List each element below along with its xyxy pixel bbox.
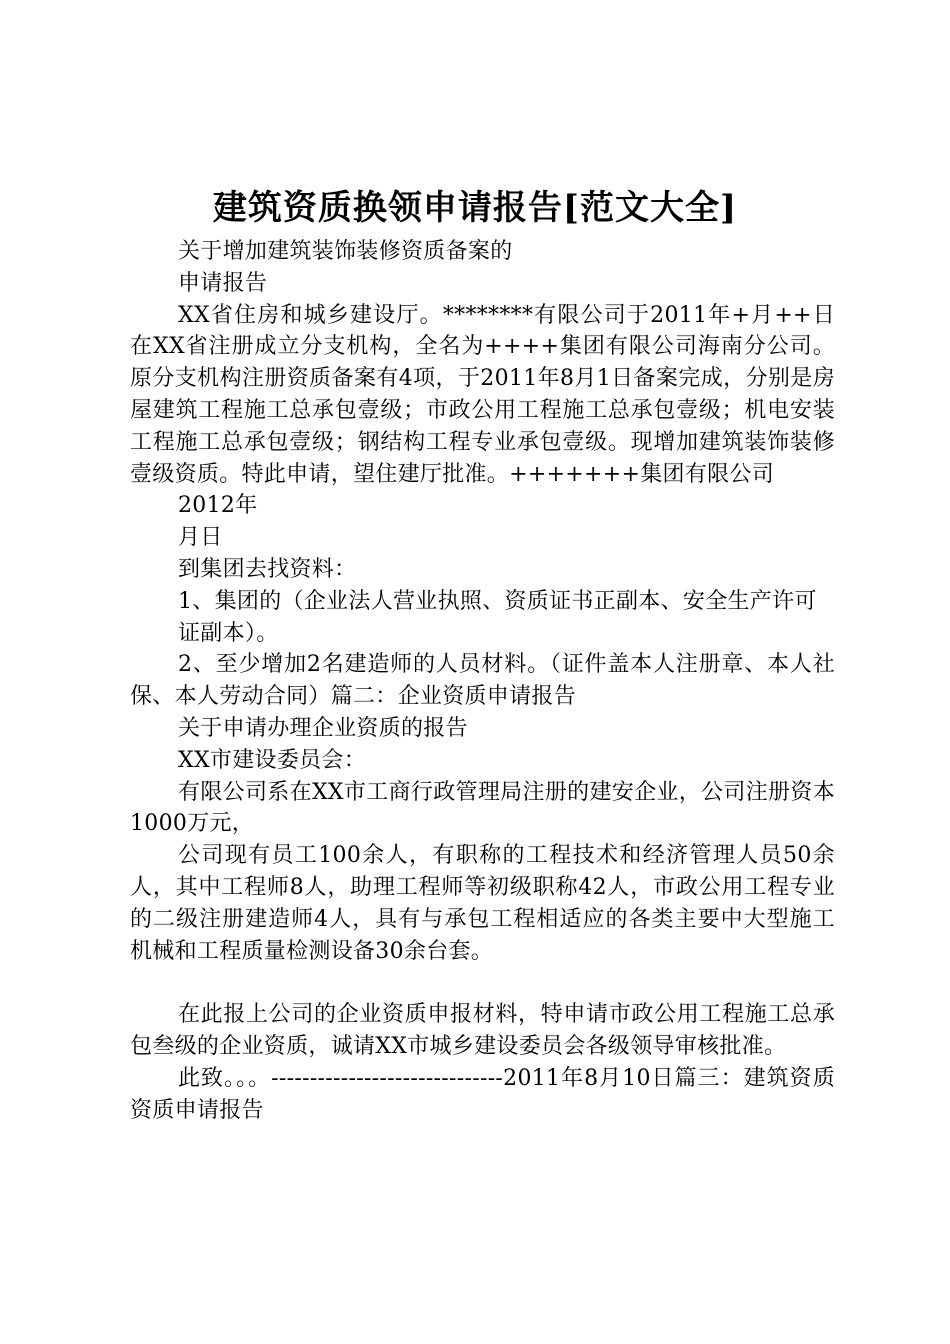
date-month-day: 月日 <box>178 525 223 551</box>
paragraph-application: XX省住房和城乡建设厅。********有限公司于2011年+月++日在XX省注册成立分支机构，全名为++++集团有限公司海南分公司。原分支机构注册资质备案有4项，于2011年8月1日备案完成，分别是房屋建筑工程施工总承包壹级；市政公用工程施工总承包壹级；机电安装工程施工总承包壹级；钢结构工程专业承包壹级。现增加建筑装饰装修壹级资质。特此申请，望住建厅批准。+++++++集团有限公司 <box>130 302 835 487</box>
date-year: 2012年 <box>178 493 258 519</box>
document-title: 建筑资质换领申请报告[范文大全] <box>212 188 738 228</box>
document-body <box>130 236 835 1126</box>
addressee: XX市建设委员会： <box>178 747 367 773</box>
paragraph-request: 在此报上公司的企业资质申报材料，特申请市政公用工程施工总承包叁级的企业资质，诚请XX市城乡建设委员会各级领导审核批准。 <box>130 1002 835 1059</box>
list-item-1-continued: 证副本）。 <box>178 620 279 646</box>
paragraph-staff: 公司现有员工100余人，有职称的工程技术和经济管理人员50余人，其中工程师8人，助理工程师等初级职称42人，市政公用工程专业的二级注册建造师4人，具有与承包工程相适应的各类主要中大型施工机械和工程质量检测设备30余台套。 <box>130 843 835 964</box>
paragraph-materials-heading: 到集团去找资料： <box>178 556 357 582</box>
paragraph-closing: 此致。。。------------------------------2011年8月10日篇三：建筑资质资质申请报告 <box>130 1065 835 1123</box>
list-item-2: 2、至少增加2名建造师的人员材料。（证件盖本人注册章、本人社保、本人劳动合同）篇二：企业资质申请报告 <box>130 652 835 710</box>
blank-line <box>130 967 835 999</box>
section-heading-report: 关于申请办理企业资质的报告 <box>178 715 468 741</box>
subtitle-line-2: 申请报告 <box>178 270 268 296</box>
list-item-1: 1、集团的（企业法人营业执照、资质证书正副本、安全生产许可 <box>178 588 817 614</box>
subtitle-line-1: 关于增加建筑装饰装修资质备案的 <box>178 239 513 264</box>
paragraph-company-intro: 有限公司系在XX市工商行政管理局注册的建安企业，公司注册资本1000万元， <box>130 779 835 837</box>
